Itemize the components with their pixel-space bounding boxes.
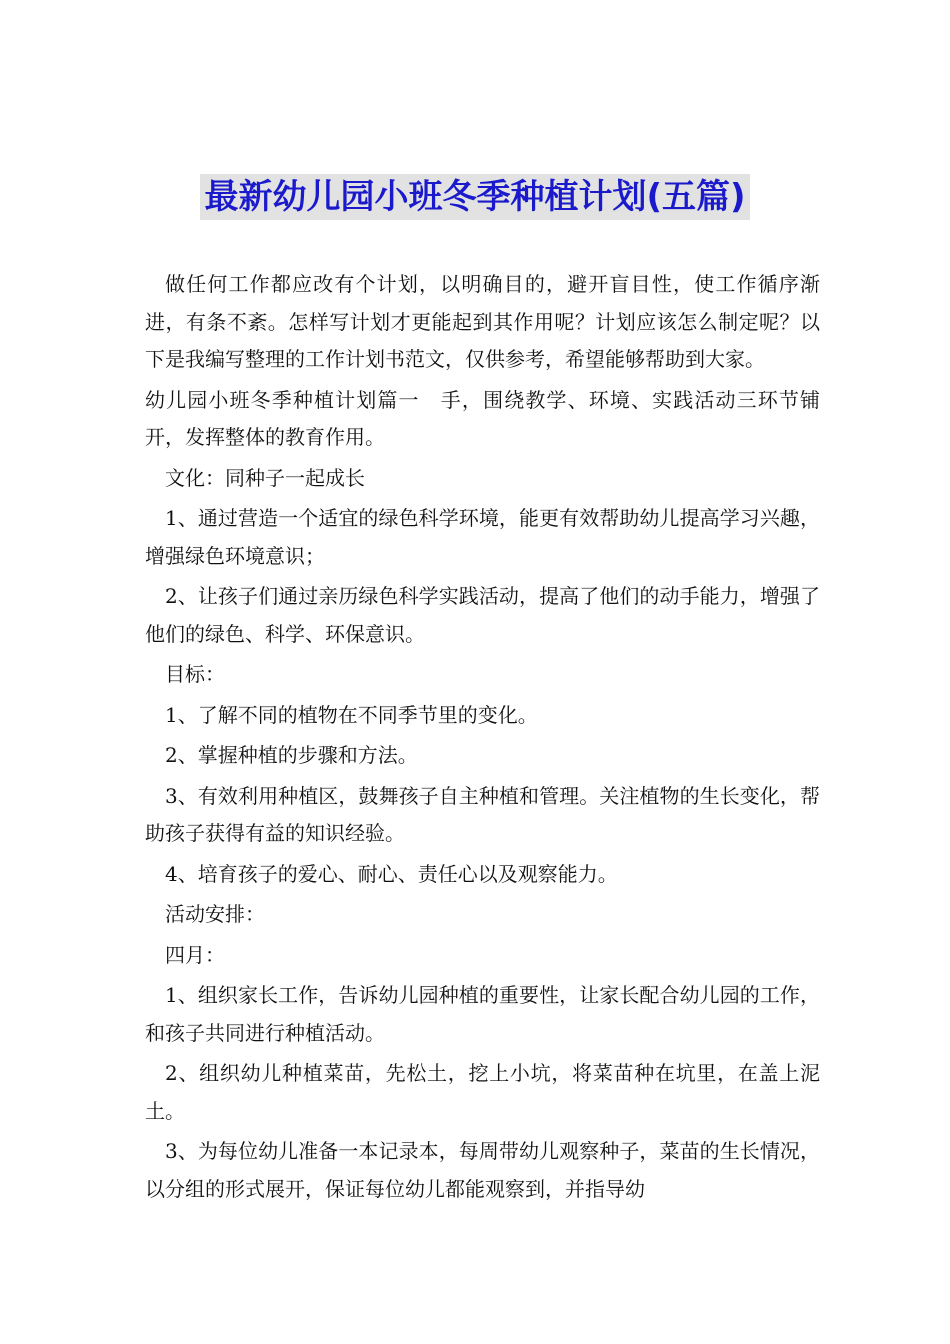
document-body bbox=[145, 266, 820, 1211]
paragraph-culture-item-2: 2、让孩子们通过亲历绿色科学实践活动，提高了他们的动手能力，增强了他们的绿色、科学、环保意识。 bbox=[145, 584, 820, 646]
paragraph-goal-2: 2、掌握种植的步骤和方法。 bbox=[165, 743, 418, 767]
paragraph-goal-4: 4、培育孩子的爱心、耐心、责任心以及观察能力。 bbox=[165, 861, 618, 886]
paragraph-culture: 文化：同种子一起成长 bbox=[165, 465, 365, 490]
title-block bbox=[0, 174, 950, 220]
paragraph-month-april: 四月： bbox=[165, 942, 225, 967]
paragraph-section-heading: 幼儿园小班冬季种植计划篇一 手，围绕教学、环境、实践活动三环节铺开，发挥整体的教育作用。 bbox=[145, 387, 820, 449]
paragraph-april-item-3: 3、为每位幼儿准备一本记录本，每周带幼儿观察种子，菜苗的生长情况，以分组的形式展开，保证每位幼儿都能观察到，并指导幼 bbox=[145, 1139, 820, 1201]
paragraph-goal-1: 1、了解不同的植物在不同季节里的变化。 bbox=[165, 702, 538, 727]
paragraph-intro: 做任何工作都应改有个计划，以明确目的，避开盲目性，使工作循序渐进，有条不紊。怎样写计划才更能起到其作用呢？计划应该怎么制定呢？以下是我编写整理的工作计划书范文，仅供参考，希望能够帮助到大家。 bbox=[145, 272, 820, 371]
document-title: 最新幼儿园小班冬季种植计划(五篇) bbox=[200, 174, 749, 220]
paragraph-culture-item-1: 1、通过营造一个适宜的绿色科学环境，能更有效帮助幼儿提高学习兴趣，增强绿色环境意识； bbox=[145, 506, 820, 568]
paragraph-goal-3: 3、有效利用种植区，鼓舞孩子自主种植和管理。关注植物的生长变化，帮助孩子获得有益的知识经验。 bbox=[145, 783, 820, 845]
paragraph-april-item-2: 2、组织幼儿种植菜苗，先松土，挖上小坑，将菜苗种在坑里，在盖上泥土。 bbox=[145, 1061, 820, 1123]
paragraph-april-item-1: 1、组织家长工作，告诉幼儿园种植的重要性，让家长配合幼儿园的工作，和孩子共同进行种植活动。 bbox=[145, 983, 820, 1045]
paragraph-goals-heading: 目标： bbox=[165, 662, 225, 686]
paragraph-activity-heading: 活动安排： bbox=[165, 902, 265, 926]
